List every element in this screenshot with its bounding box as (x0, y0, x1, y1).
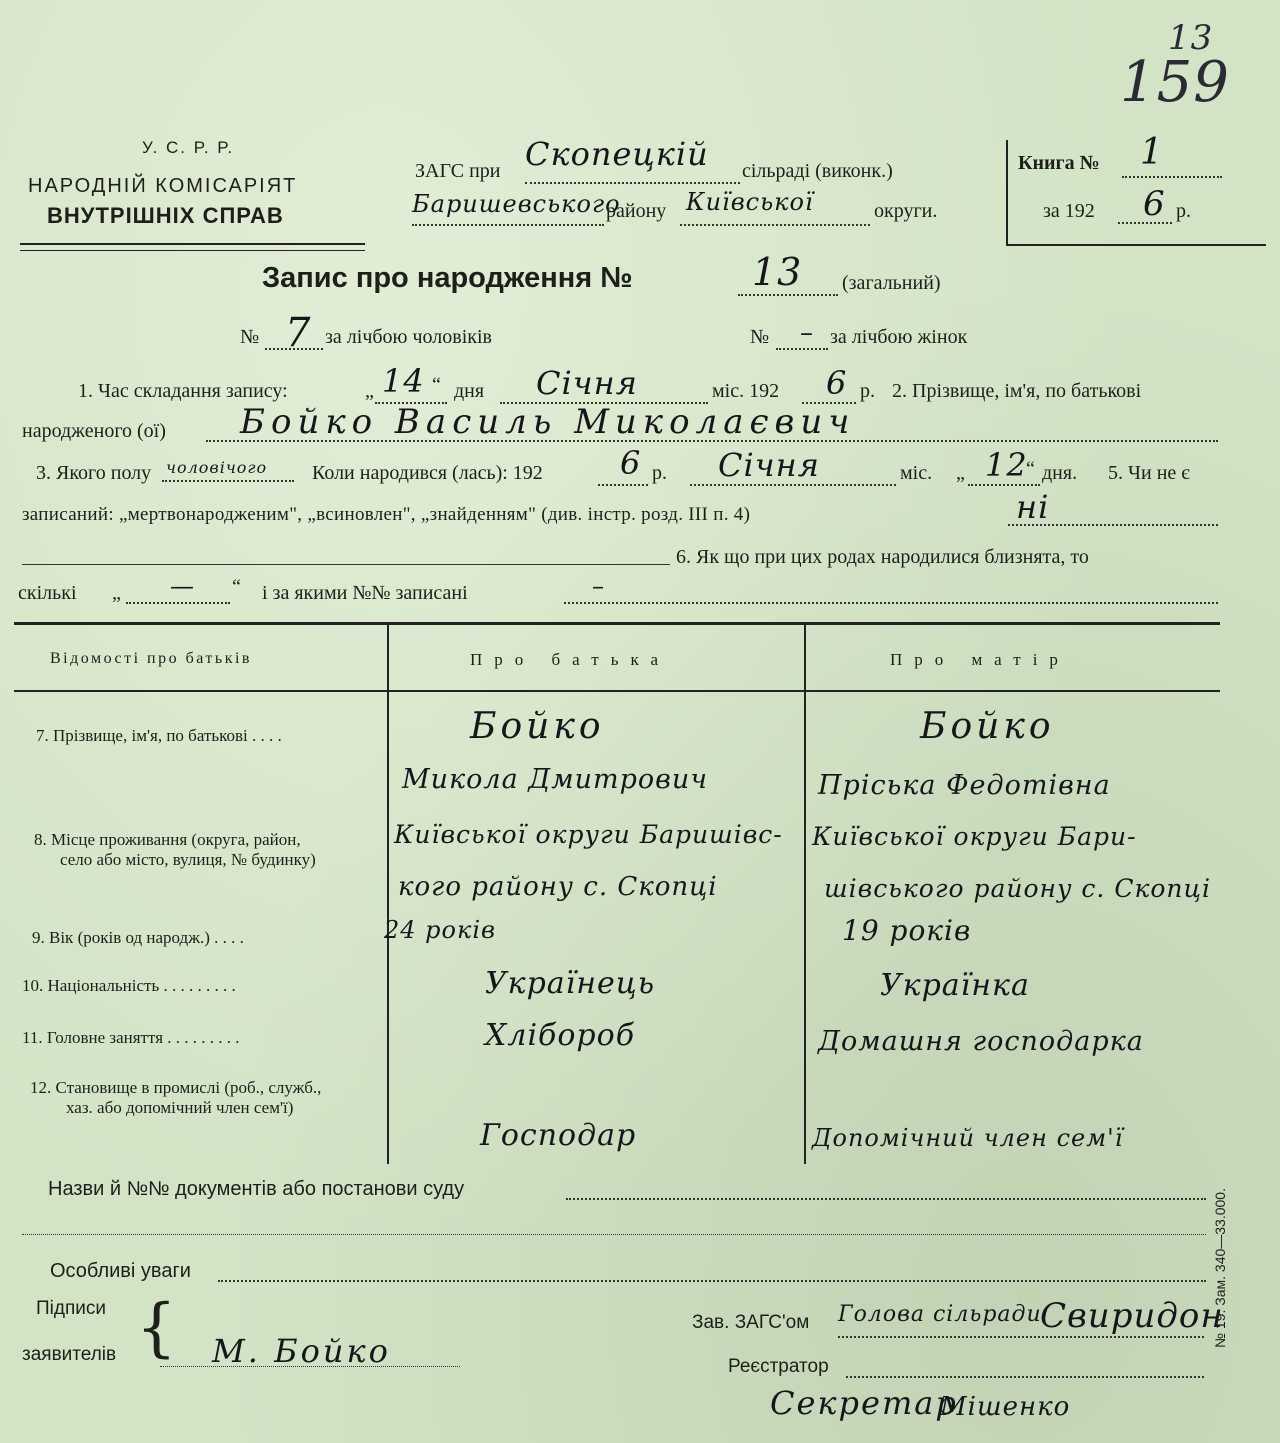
applicant-line (160, 1366, 460, 1367)
zags-district: Баришевського (412, 190, 621, 218)
applicant-signature: М. Бойко (212, 1332, 391, 1370)
zags-suffix: сільраді (виконк.) (742, 160, 893, 182)
col-header-parents: Відомості про батьків (50, 650, 252, 667)
item5-label: 5. Чи не є (1108, 462, 1190, 484)
item6-how-many: скількі (18, 582, 77, 604)
zags-village-line (525, 182, 740, 184)
item6-how-many-value: — (170, 572, 195, 600)
head-signature: Голова сільради (838, 1302, 1042, 1327)
zags-okruha-label: округи. (874, 200, 938, 222)
mother-occupation: Домашня господарка (818, 1026, 1144, 1057)
item1-month: Січня (536, 364, 638, 402)
book-box-bottom (1006, 244, 1266, 246)
male-count-label: за лічбою чоловіків (325, 326, 492, 348)
item3-born-year: 6 (620, 444, 642, 482)
record-number: 13 (752, 250, 803, 294)
commissariat-line1: НАРОДНІЙ КОМІСАРІЯТ (28, 175, 298, 197)
mother-nationality: Українка (880, 968, 1030, 1003)
head-signature-scribble: Свиридон (1040, 1296, 1224, 1336)
father-surname: Бойко (470, 706, 605, 747)
signatures-brace: { (136, 1291, 177, 1365)
item6-label: 6. Як що при цих родах народилися близнята, то (676, 546, 1089, 568)
item1-quote-open: „ (365, 380, 374, 402)
item1-quote-close: “ (432, 374, 441, 396)
item1-year: 6 (826, 364, 848, 402)
item3-born-year-line (598, 484, 648, 486)
female-count-prefix: № (750, 326, 770, 348)
item6-numbers-line (564, 602, 1218, 604)
mother-name: Пріська Федотівна (818, 770, 1111, 801)
registrar-line (846, 1376, 1204, 1378)
newborn-name: Бойко Василь Миколаєвич (240, 402, 856, 442)
father-nationality: Українець (485, 966, 656, 1001)
notes-line (218, 1280, 1206, 1282)
table-col-divider-2 (804, 624, 806, 1164)
mother-residence-1: Київської округи Бари- (812, 822, 1137, 851)
book-year-line (1118, 222, 1172, 224)
book-box-left (1006, 140, 1008, 245)
book-year-suffix: р. (1176, 200, 1191, 222)
item3-day-line (968, 484, 1040, 486)
row-label-10: 10. Національність . . . . . . . . . (22, 976, 236, 995)
record-title-suffix: (загальний) (842, 272, 941, 294)
notes-label: Особливі уваги (50, 1260, 191, 1282)
item3-day-label: дня. (1042, 462, 1078, 484)
zags-village: Скопецкій (525, 135, 709, 173)
father-status: Господар (480, 1118, 637, 1153)
father-name: Микола Дмитрович (402, 764, 709, 795)
zags-okruha-line (680, 224, 870, 226)
newborn-label: народженого (ої) (22, 420, 166, 442)
item3-year-suffix: р. (652, 462, 667, 484)
item6-how-many-line (126, 602, 230, 604)
zags-okruha: Київської (686, 188, 814, 216)
item3-sex-line (162, 480, 294, 482)
item1-day: 14 (382, 362, 425, 400)
signatures-label-2: заявителів (22, 1344, 117, 1365)
head-label: Зав. ЗАГС'ом (692, 1312, 810, 1333)
item3-sex: чоловічого (166, 458, 268, 477)
item5-line: записаний: „мертвонародженим", „всиновлен", „знайденням" (див. інстр. розд. III п. 4) (22, 504, 751, 525)
head-line (838, 1336, 1204, 1338)
mother-age: 19 років (842, 914, 972, 947)
item6-blank-line (22, 564, 670, 565)
mother-surname: Бойко (920, 706, 1055, 747)
documents-line-2 (22, 1234, 1206, 1235)
item3-quote-open: „ (956, 462, 965, 484)
table-col-divider-1 (387, 624, 389, 1164)
documents-label: Назви й №№ документів або постанови суду (48, 1178, 465, 1200)
item1-year-suffix: р. (860, 380, 875, 402)
book-number-line (1122, 176, 1222, 178)
registrar-signature-scribble: Мішенко (940, 1392, 1071, 1422)
mother-status: Допомічний член сем'ї (812, 1124, 1124, 1152)
side-print: № 19. Зам. 340—33.000. (1212, 1188, 1228, 1348)
item1-day-label: дня (454, 380, 485, 402)
male-count-prefix: № (240, 326, 260, 348)
registrar-signature: Секретар (770, 1384, 958, 1422)
row-label-7: 7. Прізвище, ім'я, по батькові . . . . (36, 726, 282, 745)
item3-born-label: Коли народився (лась): 192 (312, 462, 543, 484)
corner-number-small: 13 (1168, 18, 1214, 58)
zags-prefix: ЗАГС при (415, 160, 501, 182)
father-occupation: Хлібороб (485, 1018, 636, 1053)
book-year-digit: 6 (1143, 184, 1166, 224)
row-label-9: 9. Вік (років од народж.) . . . . (32, 928, 244, 947)
item3-quote-close: “ (1026, 458, 1035, 480)
row-label-8b: село або місто, вулиця, № будинку) (60, 850, 316, 869)
female-count-number: – (800, 318, 814, 348)
item3-day: 12 (985, 446, 1028, 484)
female-count-label: за лічбою жінок (830, 326, 968, 348)
row-label-8a: 8. Місце проживання (округа, район, (34, 830, 301, 849)
record-title: Запис про народження № (262, 262, 633, 294)
header-divider-2 (20, 250, 365, 251)
item3-month-line (690, 484, 896, 486)
corner-number: 159 (1120, 50, 1230, 115)
item1-label: 1. Час складання запису: (78, 380, 288, 402)
zags-district-label: району (606, 200, 667, 222)
newborn-name-line (206, 440, 1218, 442)
item6-quote-open: „ (112, 582, 121, 604)
registrar-label: Реєстратор (728, 1356, 829, 1377)
item3-month-label: міс. (900, 462, 933, 484)
father-residence-2: кого району с. Скопці (398, 872, 718, 902)
item3-month: Січня (718, 446, 820, 484)
book-year-label: за 192 (1043, 200, 1095, 222)
zags-district-line (412, 224, 604, 226)
col-header-father: Про батька (470, 650, 671, 669)
row-label-12b: хаз. або допомічний член сем'ї) (66, 1098, 294, 1117)
republic-abbrev: У. С. Р. Р. (142, 138, 235, 157)
item6-quote-close: “ (232, 576, 241, 598)
header-divider (20, 243, 365, 245)
item2-label: 2. Прізвище, ім'я, по батькові (892, 380, 1142, 402)
row-label-11: 11. Головне заняття . . . . . . . . . (22, 1028, 240, 1047)
father-age: 24 років (384, 916, 496, 944)
item5-answer: ні (1016, 488, 1050, 526)
male-count-number: 7 (285, 310, 312, 356)
female-count-line (776, 348, 828, 350)
table-top-border (14, 622, 1220, 625)
record-number-line (738, 294, 838, 296)
commissariat-line2: ВНУТРІШНІХ СПРАВ (47, 203, 284, 228)
signatures-label-1: Підписи (36, 1298, 106, 1319)
mother-residence-2: шівського району с. Скопці (824, 874, 1211, 903)
book-number: 1 (1140, 132, 1164, 173)
col-header-mother: Про матір (890, 650, 1070, 669)
male-count-line (265, 348, 323, 350)
row-label-12a: 12. Становище в промислі (роб., служб., (30, 1078, 322, 1097)
documents-line (566, 1198, 1206, 1200)
book-label: Книга № (1018, 152, 1100, 174)
father-residence-1: Київської округи Баришівс- (394, 820, 783, 849)
item3-label: 3. Якого полу (36, 462, 152, 484)
item6-numbers-value: – (592, 572, 605, 600)
item6-numbers-label: і за якими №№ записані (262, 582, 468, 604)
item5-answer-line (1008, 524, 1218, 526)
table-header-border (14, 690, 1220, 692)
item1-month-label: міс. 192 (712, 380, 780, 402)
